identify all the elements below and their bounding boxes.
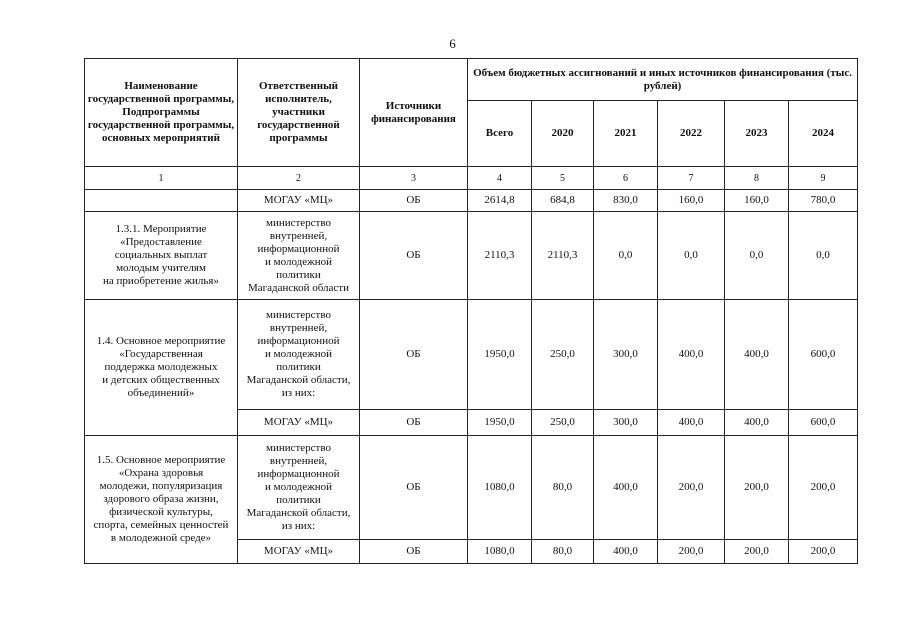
value-2022: 200,0 xyxy=(658,540,725,564)
value-2021: 300,0 xyxy=(594,300,658,410)
column-number-row xyxy=(85,167,858,190)
value-2020: 2110,3 xyxy=(532,212,594,300)
value-2021: 400,0 xyxy=(594,540,658,564)
header-year-total: Всего xyxy=(468,101,532,167)
value-2024: 780,0 xyxy=(789,190,858,212)
header-budget-group: Объем бюджетных ассигнований и иных источников финансирования (тыс. рублей) xyxy=(468,59,858,101)
value-2023: 400,0 xyxy=(725,300,789,410)
funding-source-cell: ОБ xyxy=(360,436,468,540)
value-total: 2614,8 xyxy=(468,190,532,212)
executor-cell: МОГАУ «МЦ» xyxy=(238,190,360,212)
executor-cell: МОГАУ «МЦ» xyxy=(238,540,360,564)
column-number: 4 xyxy=(468,167,532,190)
value-2021: 830,0 xyxy=(594,190,658,212)
column-number: 3 xyxy=(360,167,468,190)
funding-source-cell: ОБ xyxy=(360,212,468,300)
value-2023: 200,0 xyxy=(725,540,789,564)
value-2023: 0,0 xyxy=(725,212,789,300)
value-2020: 684,8 xyxy=(532,190,594,212)
value-2024: 200,0 xyxy=(789,436,858,540)
table-row xyxy=(85,436,858,540)
header-year-2023: 2023 xyxy=(725,101,789,167)
value-2022: 400,0 xyxy=(658,410,725,436)
value-total: 1950,0 xyxy=(468,300,532,410)
value-2020: 80,0 xyxy=(532,540,594,564)
budget-table xyxy=(84,58,858,564)
funding-source-cell: ОБ xyxy=(360,410,468,436)
program-name-cell xyxy=(85,190,238,212)
value-2023: 400,0 xyxy=(725,410,789,436)
value-total: 1080,0 xyxy=(468,540,532,564)
column-number: 9 xyxy=(789,167,858,190)
funding-source-cell: ОБ xyxy=(360,190,468,212)
executor-cell: министерство внутренней, информационной и молодежной политики Магаданской области xyxy=(238,212,360,300)
program-name-cell: 1.3.1. Мероприятие «Предоставление социальных выплат молодым учителям на приобретение жилья» xyxy=(85,212,238,300)
header-year-2020: 2020 xyxy=(532,101,594,167)
value-2023: 160,0 xyxy=(725,190,789,212)
executor-cell: МОГАУ «МЦ» xyxy=(238,410,360,436)
value-2024: 200,0 xyxy=(789,540,858,564)
value-2023: 200,0 xyxy=(725,436,789,540)
funding-source-cell: ОБ xyxy=(360,300,468,410)
table-row xyxy=(85,212,858,300)
header-row-1 xyxy=(85,59,858,101)
value-2024: 600,0 xyxy=(789,300,858,410)
executor-cell: министерство внутренней, информационной и молодежной политики Магаданской области, из них: xyxy=(238,436,360,540)
value-2022: 200,0 xyxy=(658,436,725,540)
header-year-2021: 2021 xyxy=(594,101,658,167)
value-2020: 250,0 xyxy=(532,410,594,436)
value-total: 1950,0 xyxy=(468,410,532,436)
executor-cell: министерство внутренней, информационной и молодежной политики Магаданской области, из них: xyxy=(238,300,360,410)
header-executor: Ответственный исполнитель, участники государственной программы xyxy=(238,59,360,167)
value-2022: 160,0 xyxy=(658,190,725,212)
header-program-name: Наименование государственной программы, Подпрограммы государственной программы, основных мероприятий xyxy=(85,59,238,167)
program-name-cell: 1.4. Основное мероприятие «Государственная поддержка молодежных и детских общественных объединений» xyxy=(85,300,238,436)
value-2024: 0,0 xyxy=(789,212,858,300)
value-2020: 250,0 xyxy=(532,300,594,410)
value-total: 1080,0 xyxy=(468,436,532,540)
value-2021: 400,0 xyxy=(594,436,658,540)
value-2021: 0,0 xyxy=(594,212,658,300)
funding-source-cell: ОБ xyxy=(360,540,468,564)
column-number: 5 xyxy=(532,167,594,190)
value-2022: 0,0 xyxy=(658,212,725,300)
header-year-2022: 2022 xyxy=(658,101,725,167)
table-row xyxy=(85,300,858,410)
program-name-cell: 1.5. Основное мероприятие «Охрана здоровья молодежи, популяризация здорового образа жизни, физической культуры, спорта, семейных ценностей в молодежной среде» xyxy=(85,436,238,564)
header-funding-source: Источники финансирования xyxy=(360,59,468,167)
value-2021: 300,0 xyxy=(594,410,658,436)
table-row xyxy=(85,190,858,212)
value-total: 2110,3 xyxy=(468,212,532,300)
value-2024: 600,0 xyxy=(789,410,858,436)
column-number: 2 xyxy=(238,167,360,190)
column-number: 8 xyxy=(725,167,789,190)
header-year-2024: 2024 xyxy=(789,101,858,167)
column-number: 7 xyxy=(658,167,725,190)
value-2020: 80,0 xyxy=(532,436,594,540)
value-2022: 400,0 xyxy=(658,300,725,410)
page-number: 6 xyxy=(449,36,456,51)
column-number: 6 xyxy=(594,167,658,190)
column-number: 1 xyxy=(85,167,238,190)
